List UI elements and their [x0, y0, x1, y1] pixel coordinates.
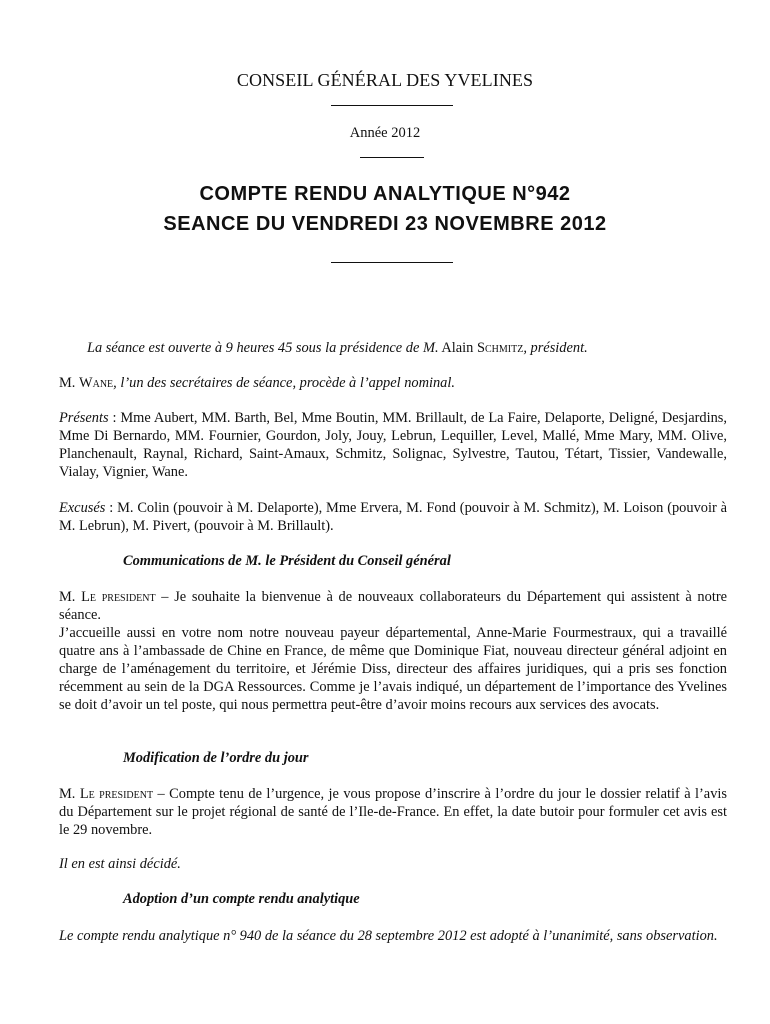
- speaker-prefix: M.: [59, 375, 76, 391]
- organization-name: CONSEIL GÉNÉRAL DES YVELINES: [236, 70, 534, 90]
- roll-call-text: , l’un des secrétaires de séance, procède à l’appel nominal.: [113, 375, 455, 391]
- roll-call-paragraph: [59, 374, 727, 392]
- adoption-text: Le compte rendu analytique n° 940 de la séance du 28 septembre 2012 est adopté à l’unanimité, sans observation.: [59, 928, 718, 944]
- opening-text: La séance est ouverte à 9 heures 45 sous la présidence de M.: [87, 340, 439, 356]
- document-title: COMPTE RENDU ANALYTIQUE N°942: [199, 183, 571, 205]
- presents-paragraph: [59, 409, 727, 481]
- agenda-statement: [59, 785, 727, 839]
- presents-separator: :: [108, 410, 121, 426]
- section-heading: Communications de M. le Président du Conseil général: [123, 553, 451, 569]
- president-role: , président.: [523, 340, 588, 356]
- excuses-label: Excusés: [59, 500, 106, 516]
- president-first-name: Alain: [441, 340, 474, 356]
- presents-list: Mme Aubert, MM. Barth, Bel, Mme Boutin, MM. Brillault, de La Faire, Delaporte, Deligné, Desjardins, Mme Di Bernardo, MM. Fournier, Gourdon, Joly, Jouy, Lebrun, Lequiller, Level, Mallé, Mme Mary, MM. Olive, Planchenault, Raynal, Richard, Saint-Amaux, Schmitz, Solignac, Sylvestre, Tautou, Tétart, Tissier, Vandewalle, Vialay, Vignier, Wane.: [59, 410, 727, 480]
- excuses-paragraph: [59, 499, 727, 535]
- decision-text: Il en est ainsi décidé.: [59, 856, 181, 872]
- excuses-separator: :: [105, 500, 118, 516]
- divider: [331, 262, 453, 263]
- statement-text-continued: J’accueille aussi en votre nom notre nouveau payeur départemental, Anne-Marie Fourmestraux, qui a travaillé quatre ans à l’ambassade de Chine en France, de même que Dominique Fiat, nouveau directeur général adjoint en charge de l’aménagement du territoire, et Jérémie Diss, directeur des affaires juridiques, qui a pris ses fonction récemment au sein de la DGA Ressources. Comme je l’avais indiqué, un département de l’importance des Yvelines se doit d’avoir un tel poste, qui nous permettra peut-être d’avoir moins recours aux services des avocats.: [59, 625, 727, 713]
- divider: [331, 105, 453, 106]
- excuses-list: M. Colin (pouvoir à M. Delaporte), Mme Ervera, M. Fond (pouvoir à M. Schmitz), M. Loison (pouvoir à M. Lebrun), M. Pivert, (pouvoir à M. Brillault).: [59, 500, 727, 534]
- speaker-prefix: M.: [59, 786, 76, 802]
- year-label: Année 2012: [349, 125, 421, 141]
- statement-text: – Je souhaite la bienvenue à de nouveaux collaborateurs du Département qui assistent à notre séance.: [59, 589, 727, 623]
- section-heading: Modification de l’ordre du jour: [123, 750, 309, 766]
- session-title: SEANCE DU VENDREDI 23 NOVEMBRE 2012: [163, 213, 607, 235]
- speaker-role: Le president: [79, 786, 154, 802]
- opening-paragraph: [59, 339, 727, 357]
- divider: [360, 157, 424, 158]
- president-last-name: Schmitz: [476, 340, 524, 356]
- statement-text: – Compte tenu de l’urgence, je vous propose d’inscrire à l’ordre du jour le dossier relatif à l’avis du Département sur le projet régional de santé de l’Ile-de-France. En effet, la date butoir pour formuler cet avis est le 29 novembre.: [59, 786, 727, 838]
- speaker-prefix: M.: [59, 589, 76, 605]
- section-heading: Adoption d’un compte rendu analytique: [123, 891, 360, 907]
- presents-label: Présents: [59, 410, 109, 426]
- speaker-role: Le president: [81, 589, 156, 605]
- president-statement: [59, 588, 727, 714]
- speaker-name: Wane: [79, 375, 114, 391]
